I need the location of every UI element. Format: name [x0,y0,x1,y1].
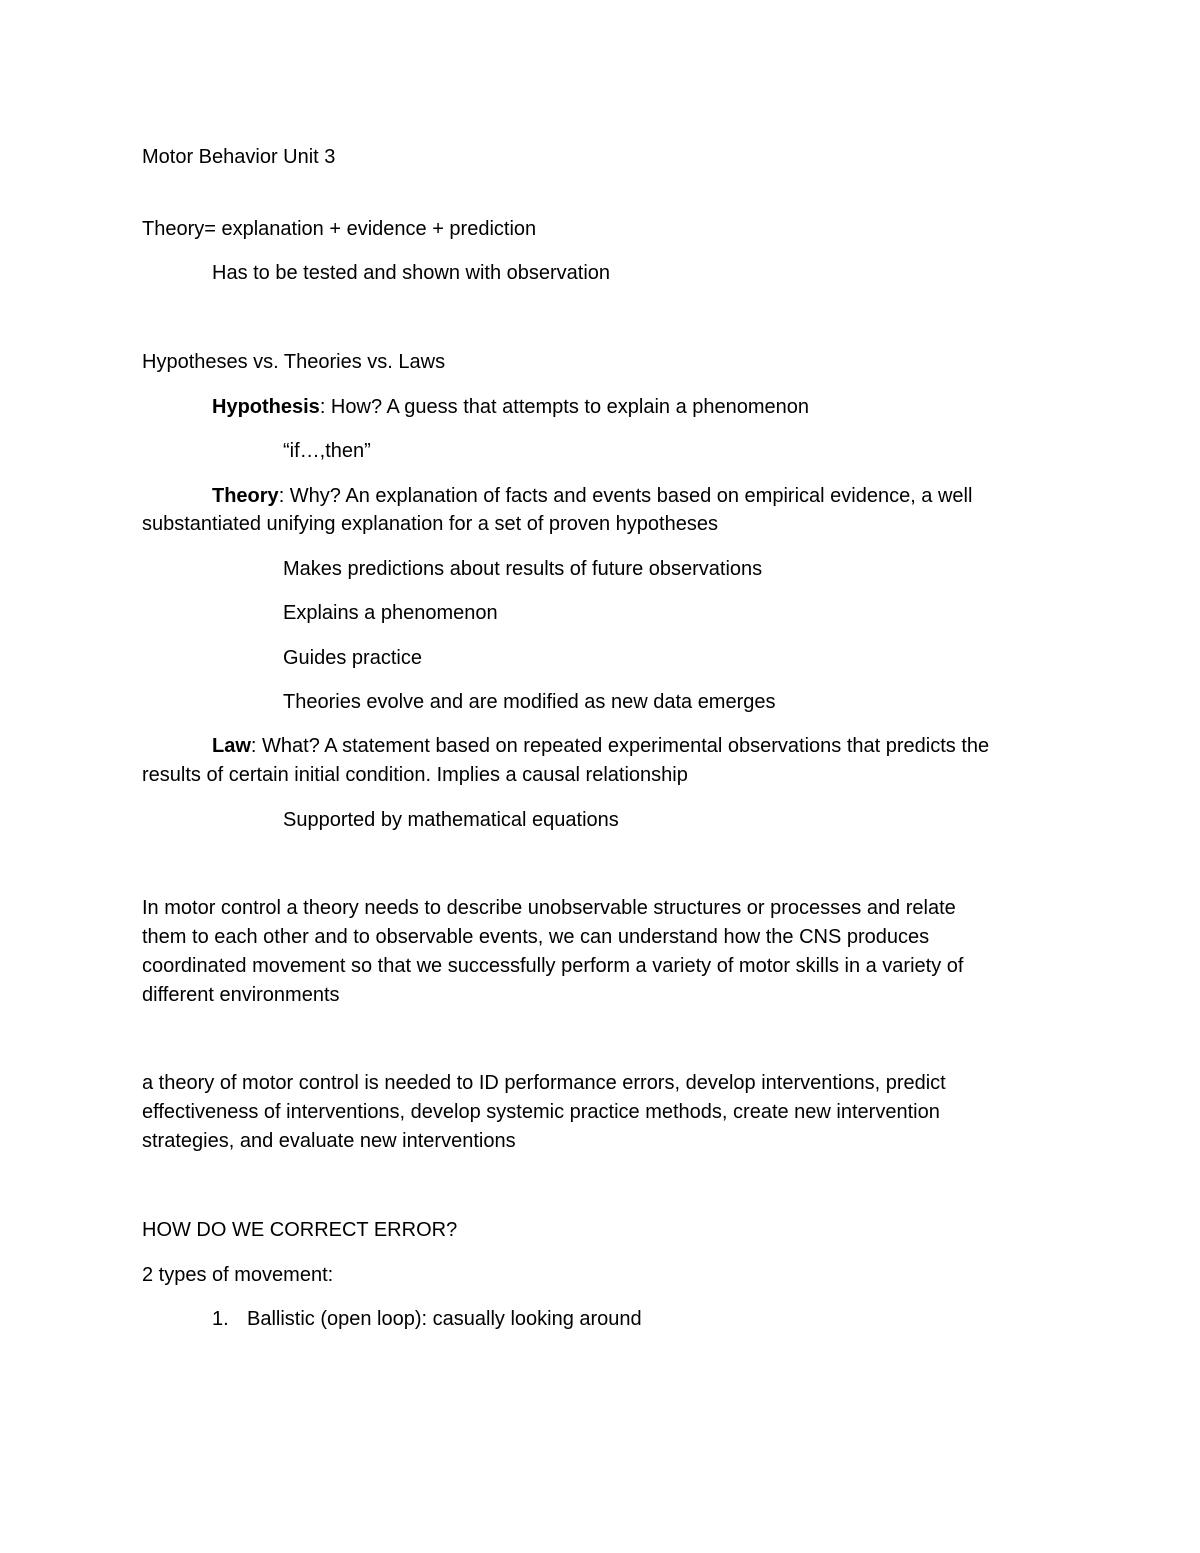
theory-text-line1: Why? An explanation of facts and events based on empirical evidence, a well [284,485,973,507]
law-text-line1: What? A statement based on repeated experimental observations that predicts the [256,735,990,757]
theory-equation-note: Has to be tested and shown with observation [212,262,611,284]
list-item [212,1305,642,1334]
theory-equation: Theory= explanation + evidence + prediction [142,218,537,240]
law-separator: : [250,735,257,757]
paragraph-theory-needed-line: strategies, and evaluate new interventions [142,1130,516,1152]
section-heading-hypotheses-theories-laws: Hypotheses vs. Theories vs. Laws [142,351,446,373]
law-point: Supported by mathematical equations [283,809,619,831]
hypothesis-example: “if…,then” [283,440,371,462]
theory-term: Theory [212,485,279,507]
theory-point: Theories evolve and are modified as new data emerges [283,691,776,713]
list-item-text: Ballistic (open loop): casually looking around [247,1308,642,1330]
paragraph-motor-control-line: In motor control a theory needs to describe unobservable structures or processes and relate [142,897,956,919]
paragraph-theory-needed-line: a theory of motor control is needed to ID performance errors, develop interventions, predict [142,1072,946,1094]
hypothesis-term: Hypothesis [212,396,320,418]
theory-separator: : [278,485,285,507]
theory-point: Makes predictions about results of future observations [283,558,763,580]
theory-text-line2: substantiated unifying explanation for a set of proven hypotheses [142,513,718,535]
paragraph-motor-control-line: them to each other and to observable events, we can understand how the CNS produces [142,926,930,948]
document-title: Motor Behavior Unit 3 [142,146,336,168]
law-definition [212,732,989,761]
section-heading-correct-error: HOW DO WE CORRECT ERROR? [142,1219,458,1241]
movement-types-label: 2 types of movement: [142,1264,334,1286]
paragraph-motor-control-line: different environments [142,984,340,1006]
list-item-number: 1. [212,1308,229,1330]
paragraph-motor-control-line: coordinated movement so that we successfully perform a variety of motor skills in a variety of [142,955,964,977]
theory-point: Guides practice [283,647,422,669]
theory-point: Explains a phenomenon [283,602,498,624]
theory-definition [212,482,972,511]
law-text-line2: results of certain initial condition. Implies a causal relationship [142,764,688,786]
hypothesis-separator: : [319,396,326,418]
hypothesis-text: How? A guess that attempts to explain a phenomenon [325,396,810,418]
law-term: Law [212,735,251,757]
hypothesis-definition [212,393,809,422]
paragraph-theory-needed-line: effectiveness of interventions, develop systemic practice methods, create new intervention [142,1101,940,1123]
